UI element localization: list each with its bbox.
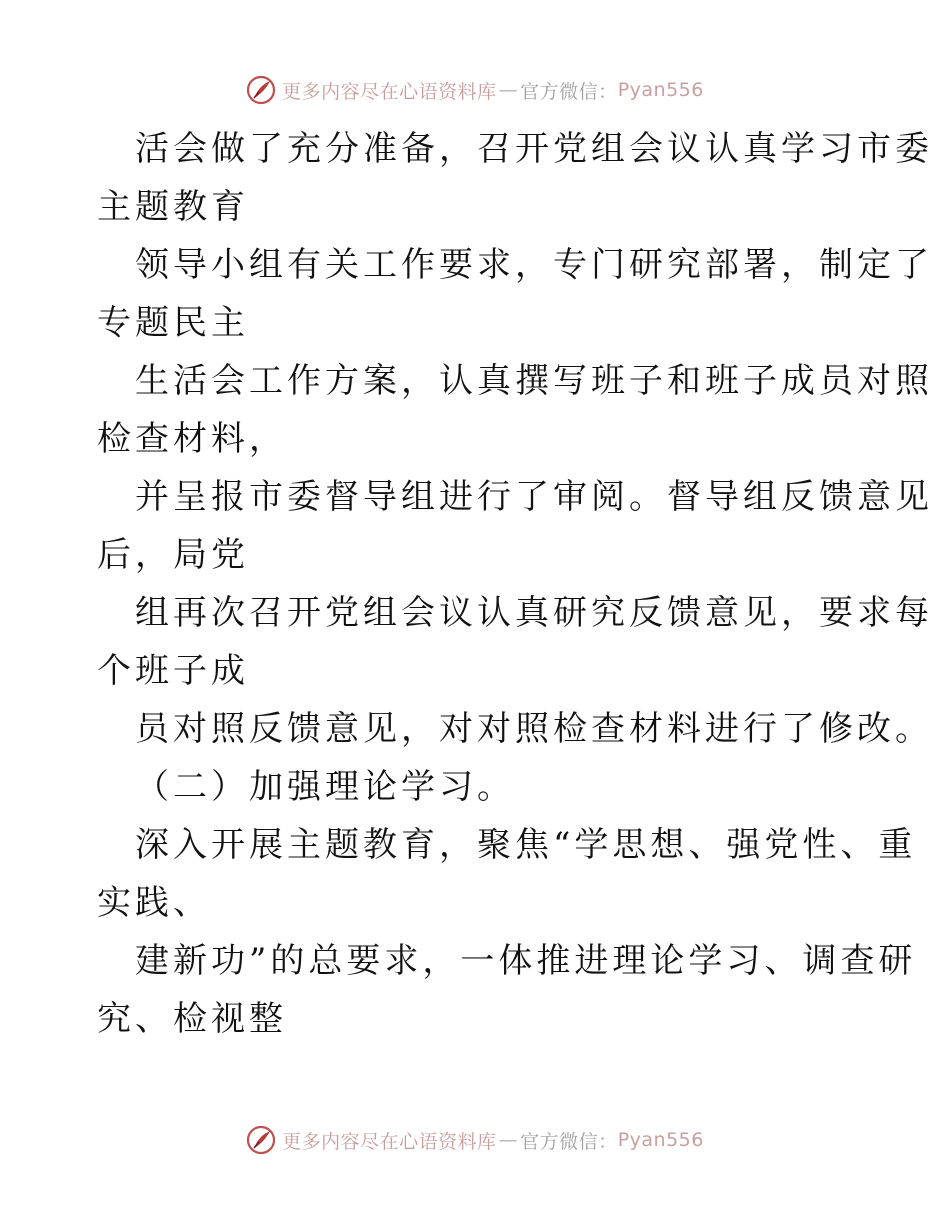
document-body bbox=[97, 120, 933, 1048]
body-line: 组再次召开党组会议认真研究反馈意见，要求每 bbox=[135, 593, 933, 633]
watermark-separator: — bbox=[498, 1129, 519, 1151]
watermark-text: 更多内容尽在心语资料库 bbox=[282, 1130, 497, 1153]
body-line: 生活会工作方案，认真撰写班子和班子成员对照 bbox=[135, 361, 933, 401]
body-line: 检查材料， bbox=[97, 419, 287, 459]
body-line: 实践、 bbox=[97, 883, 211, 923]
header-watermark bbox=[0, 70, 950, 110]
watermark-wechat-label: 官方微信： bbox=[520, 80, 618, 103]
body-line: 员对照反馈意见，对对照检查材料进行了修改。 bbox=[135, 709, 933, 749]
body-line: 并呈报市委督导组进行了审阅。督导组反馈意见 bbox=[135, 477, 933, 517]
body-line: 究、检视整 bbox=[97, 999, 287, 1039]
body-line: 活会做了充分准备，召开党组会议认真学习市委 bbox=[135, 129, 933, 169]
watermark-text: 更多内容尽在心语资料库 bbox=[282, 80, 497, 103]
body-line: 个班子成 bbox=[97, 651, 249, 691]
feather-pen-logo-icon bbox=[246, 75, 276, 105]
body-line: 专题民主 bbox=[97, 303, 249, 343]
body-line: 深入开展主题教育，聚焦“学思想、强党性、重 bbox=[135, 825, 917, 865]
feather-pen-logo-icon bbox=[246, 1125, 276, 1155]
body-line: 主题教育 bbox=[97, 187, 249, 227]
section-heading: （二）加强理论学习。 bbox=[135, 767, 515, 807]
watermark-separator: — bbox=[498, 79, 519, 101]
watermark-wechat-id: Pyan556 bbox=[617, 1129, 704, 1151]
body-line: 建新功”的总要求，一体推进理论学习、调查研 bbox=[135, 941, 917, 981]
watermark-wechat-id: Pyan556 bbox=[617, 79, 704, 101]
body-line: 后，局党 bbox=[97, 535, 249, 575]
body-line: 领导小组有关工作要求，专门研究部署，制定了 bbox=[135, 245, 933, 285]
footer-watermark bbox=[0, 1120, 950, 1160]
watermark-wechat-label: 官方微信： bbox=[520, 1130, 618, 1153]
